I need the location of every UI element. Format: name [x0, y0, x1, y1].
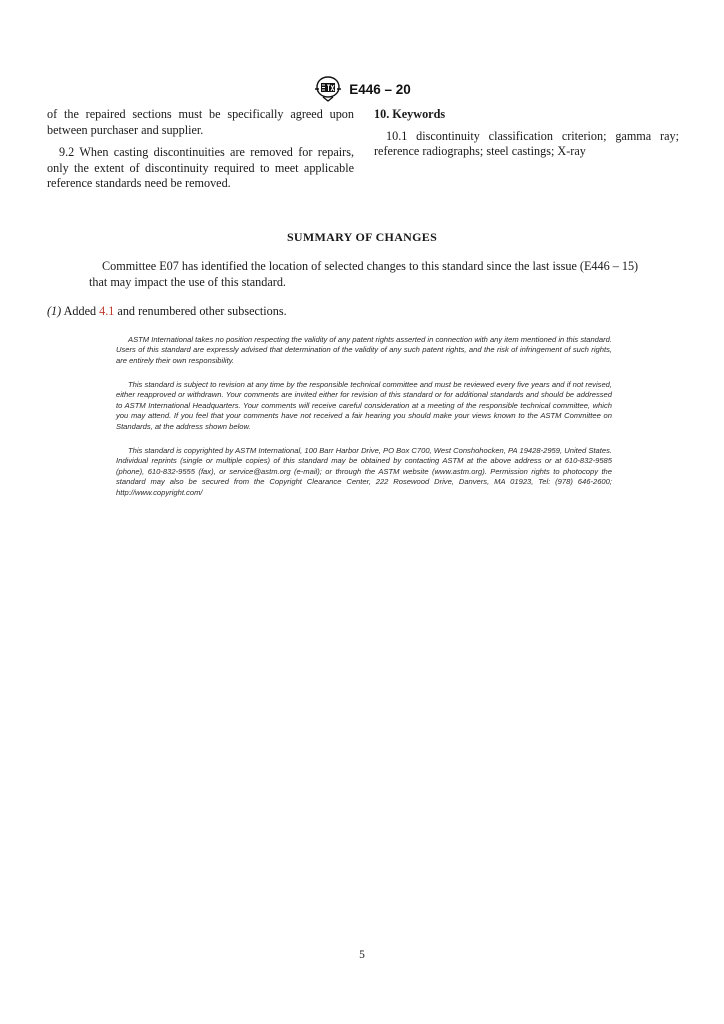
keywords-paragraph: 10.1 discontinuity classification criterion; gamma ray; reference radiographs; steel castings; X-ray — [374, 128, 679, 159]
patent-notice: ASTM International takes no position respecting the validity of any patent rights asserted in connection with any item mentioned in this standard. Users of this standard are expressly advised that determination of the validity of any such patent rights, and the risk of infringement of such rights, are entirely their own responsibility. — [116, 335, 612, 365]
summary-of-changes-title: SUMMARY OF CHANGES — [286, 230, 438, 244]
right-column — [374, 107, 679, 167]
change-item-text-post: and renumbered other subsections. — [114, 304, 287, 318]
keywords-heading: 10. Keywords — [374, 107, 446, 121]
astm-logo-icon — [313, 76, 343, 102]
page-header — [0, 76, 724, 102]
section-9-2-paragraph: 9.2 When casting discontinuities are removed for repairs, only the extent of discontinuity required to meet applicable reference standards need be removed. — [47, 145, 354, 191]
revision-notice: This standard is subject to revision at any time by the responsible technical committee and must be reviewed every five years and if not revised, either reapproved or withdrawn. Your comments are invited either for revision of this standard or for additional standards and should be addressed to ASTM International Headquarters. Your comments will receive careful consideration at a meeting of the responsible technical committee, which you may attend. If you feel that your comments have not received a fair hearing you should make your views known to the ASTM Committee on Standards, at the address shown below. — [116, 380, 612, 431]
page-number: 5 — [359, 949, 365, 961]
section-reference-link[interactable]: 4.1 — [99, 304, 115, 318]
summary-intro-paragraph: Committee E07 has identified the location of selected changes to this standard since the last issue (E446 – 15) that may impact the use of this standard. — [89, 259, 639, 289]
left-column — [47, 107, 354, 199]
repair-paragraph-continued: of the repaired sections must be specifically agreed upon between purchaser and supplier. — [47, 107, 354, 137]
change-item-number: (1) — [47, 304, 62, 318]
change-item — [47, 304, 647, 320]
change-item-text-pre: Added — [61, 304, 100, 318]
copyright-notice: This standard is copyrighted by ASTM International, 100 Barr Harbor Drive, PO Box C700, West Conshohocken, PA 19428-2959, United States. Individual reprints (single or multiple copies) of this standard may be obtained by contacting ASTM at the above address or at 610-832-9585 (phone), 610-832-9555 (fax), or service@astm.org (e-mail); or through the ASTM website (www.astm.org). Permission rights to photocopy the standard may also be secured from the Copyright Clearance Center, 222 Rosewood Drive, Danvers, MA 01923, Tel: (978) 646-2600; http://www.copyright.com/ — [116, 446, 612, 497]
standard-designation: E446 – 20 — [349, 81, 411, 97]
